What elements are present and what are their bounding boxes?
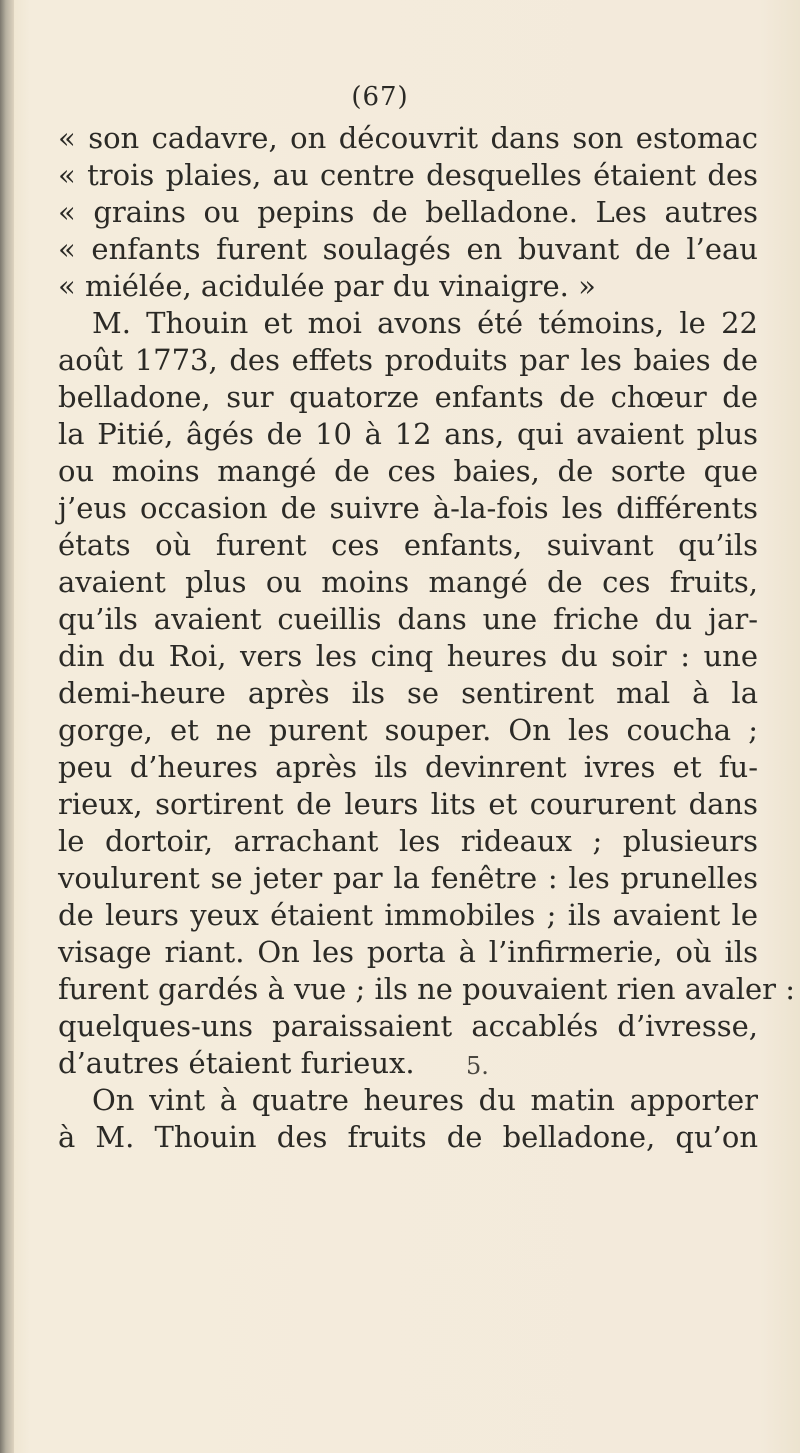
text-line: la Pitié, âgés de 10 à 12 ans, qui avaient plus <box>58 417 758 451</box>
text-line: ou moins mangé de ces baies, de sorte que <box>58 454 758 488</box>
text-line: rieux, sortirent de leurs lits et coururent dans <box>58 787 758 821</box>
text-line: d’autres étaient furieux. <box>58 1046 415 1080</box>
text-line: peu d’heures après ils devinrent ivres et fu- <box>58 750 758 784</box>
text-line: demi-heure après ils se sentirent mal à la <box>58 676 758 710</box>
text-line: août 1773, des effets produits par les baies de <box>58 343 758 377</box>
text-line: qu’ils avaient cueillis dans une friche du jar- <box>58 602 758 636</box>
text-line: « trois plaies, au centre desquelles étaient des <box>58 158 758 192</box>
text-line: à M. Thouin des fruits de belladone, qu’on <box>58 1120 758 1154</box>
binding-edge <box>0 0 14 1453</box>
text-line: quelques-uns paraissaient accablés d’ivresse, <box>58 1009 758 1043</box>
text-line: visage riant. On les porta à l’infirmerie, où ils <box>58 935 758 969</box>
page-number: (67) <box>351 82 409 112</box>
text-line: états où furent ces enfants, suivant qu’ils <box>58 528 758 562</box>
text-line: j’eus occasion de suivre à-la-fois les différents <box>58 491 758 525</box>
text-line: « grains ou pepins de belladone. Les autres <box>58 195 758 229</box>
text-line: din du Roi, vers les cinq heures du soir : une <box>58 639 758 673</box>
text-line: On vint à quatre heures du matin apporter <box>92 1083 758 1117</box>
text-line: le dortoir, arrachant les rideaux ; plusieurs <box>58 824 758 858</box>
text-line: gorge, et ne purent souper. On les coucha ; <box>58 713 758 747</box>
text-line: « enfants furent soulagés en buvant de l’eau <box>58 232 758 266</box>
text-line: voulurent se jeter par la fenêtre : les prunelles <box>58 861 758 895</box>
signature-mark: 5. <box>466 1052 489 1080</box>
text-line: avaient plus ou moins mangé de ces fruits, <box>58 565 758 599</box>
text-line: « son cadavre, on découvrit dans son estomac <box>58 121 758 155</box>
text-line: « miélée, acidulée par du vinaigre. » <box>58 269 596 303</box>
text-line: de leurs yeux étaient immobiles ; ils avaient le <box>58 898 758 932</box>
text-line: M. Thouin et moi avons été témoins, le 22 <box>92 306 758 340</box>
text-line: belladone, sur quatorze enfants de chœur de <box>58 380 758 414</box>
text-line: furent gardés à vue ; ils ne pouvaient rien avaler : <box>58 972 795 1006</box>
